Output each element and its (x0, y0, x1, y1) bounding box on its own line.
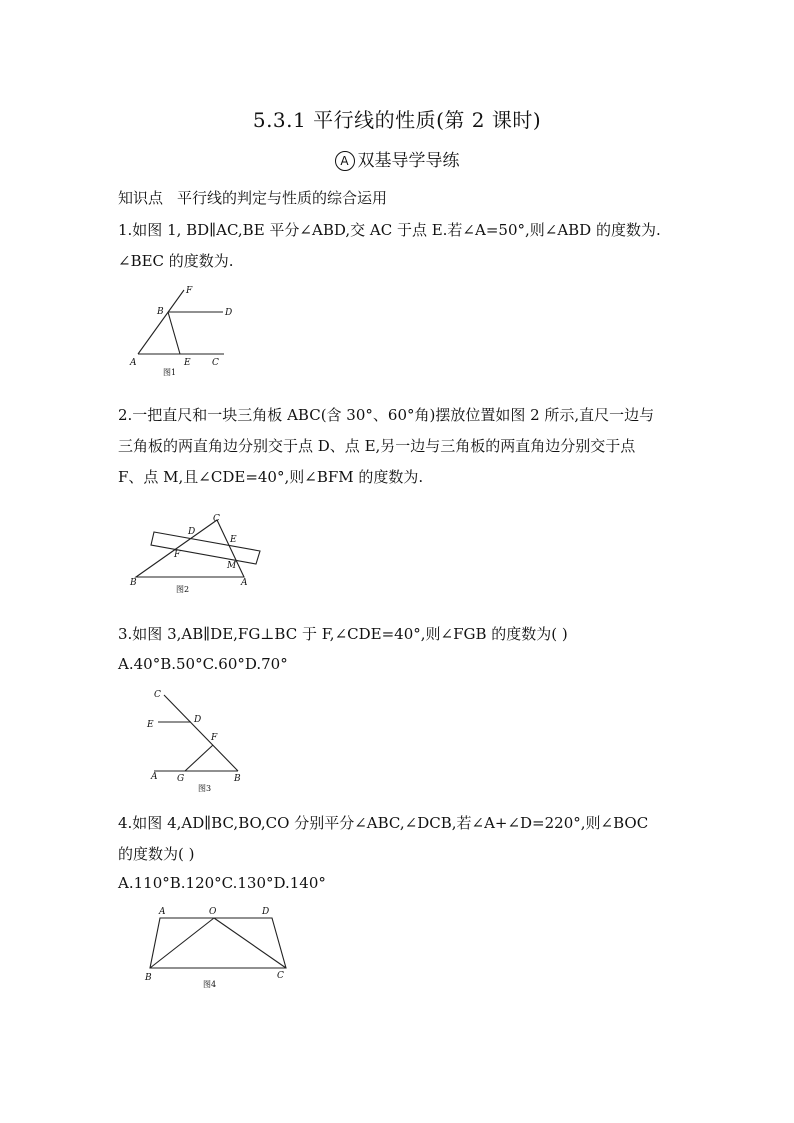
q4-options: A.110°B.120°C.130°D.140° (118, 874, 326, 892)
q4-line1: 4.如图 4,AD∥BC,BO,CO 分别平分∠ABC,∠DCB,若∠A+∠D=220°,则∠BOC (118, 814, 649, 832)
fig1-label-a: A (130, 358, 137, 368)
fig2-caption: 图2 (176, 585, 190, 594)
fig3-label-c: C (154, 690, 161, 700)
fig1-label-b: B (157, 307, 164, 317)
figure-1 (126, 282, 246, 378)
q1-line2: ∠BEC 的度数为. (118, 252, 234, 270)
fig4-label-o: O (209, 907, 217, 917)
fig2-label-c: C (213, 514, 220, 524)
fig2-label-d: D (188, 527, 196, 537)
fig1-label-c: C (212, 358, 219, 368)
fig2-label-m: M (227, 561, 237, 571)
section-title: 双基导学导练 (357, 151, 460, 171)
fig2-label-e: E (230, 535, 237, 545)
fig4-caption: 图4 (203, 980, 217, 989)
knowledge-point-line (118, 187, 387, 208)
fig3-label-e: E (147, 720, 154, 730)
fig1-label-f: F (186, 286, 193, 296)
q3-options: A.40°B.50°C.60°D.70° (118, 655, 288, 673)
fig3-label-g: G (177, 774, 185, 784)
fig3-label-d: D (194, 715, 202, 725)
knowledge-point-label: 知识点 (118, 189, 164, 207)
fig3-label-b: B (234, 774, 241, 784)
q2-line1: 2.一把直尺和一块三角板 ABC(含 30°、60°角)摆放位置如图 2 所示,直尺一边与 (118, 406, 655, 424)
fig1-label-d: D (225, 308, 233, 318)
q2-line2: 三角板的两直角边分别交于点 D、点 E,另一边与三角板的两直角边分别交于点 (118, 437, 636, 455)
q2-line3: F、点 M,且∠CDE=40°,则∠BFM 的度数为. (118, 468, 424, 486)
fig3-label-f: F (211, 733, 218, 743)
circled-letter-mark: A (335, 151, 355, 171)
fig2-label-b: B (130, 578, 137, 588)
knowledge-point-text: 平行线的判定与性质的综合运用 (177, 189, 388, 207)
fig4-label-c: C (277, 971, 284, 981)
fig3-label-a: A (151, 772, 158, 782)
fig1-caption: 图1 (163, 368, 177, 377)
fig3-caption: 图3 (198, 784, 212, 793)
fig2-label-f: F (174, 550, 181, 560)
fig4-label-b: B (145, 973, 152, 983)
figure-3 (142, 685, 252, 795)
page-title: 5.3.1 平行线的性质(第 2 课时) (252, 108, 542, 132)
q1-line1: 1.如图 1, BD∥AC,BE 平分∠ABD,交 AC 于点 E.若∠A=50°,则∠ABD 的度数为. (118, 221, 661, 239)
fig2-label-a: A (241, 578, 248, 588)
fig4-label-a: A (159, 907, 166, 917)
figure-4 (140, 904, 300, 992)
figure-2 (126, 508, 271, 598)
q3-line1: 3.如图 3,AB∥DE,FG⊥BC 于 F,∠CDE=40°,则∠FGB 的度数为( ) (118, 625, 568, 643)
q4-line2: 的度数为( ) (118, 845, 195, 863)
fig4-label-d: D (262, 907, 270, 917)
fig1-label-e: E (184, 358, 191, 368)
section-heading (0, 146, 794, 171)
